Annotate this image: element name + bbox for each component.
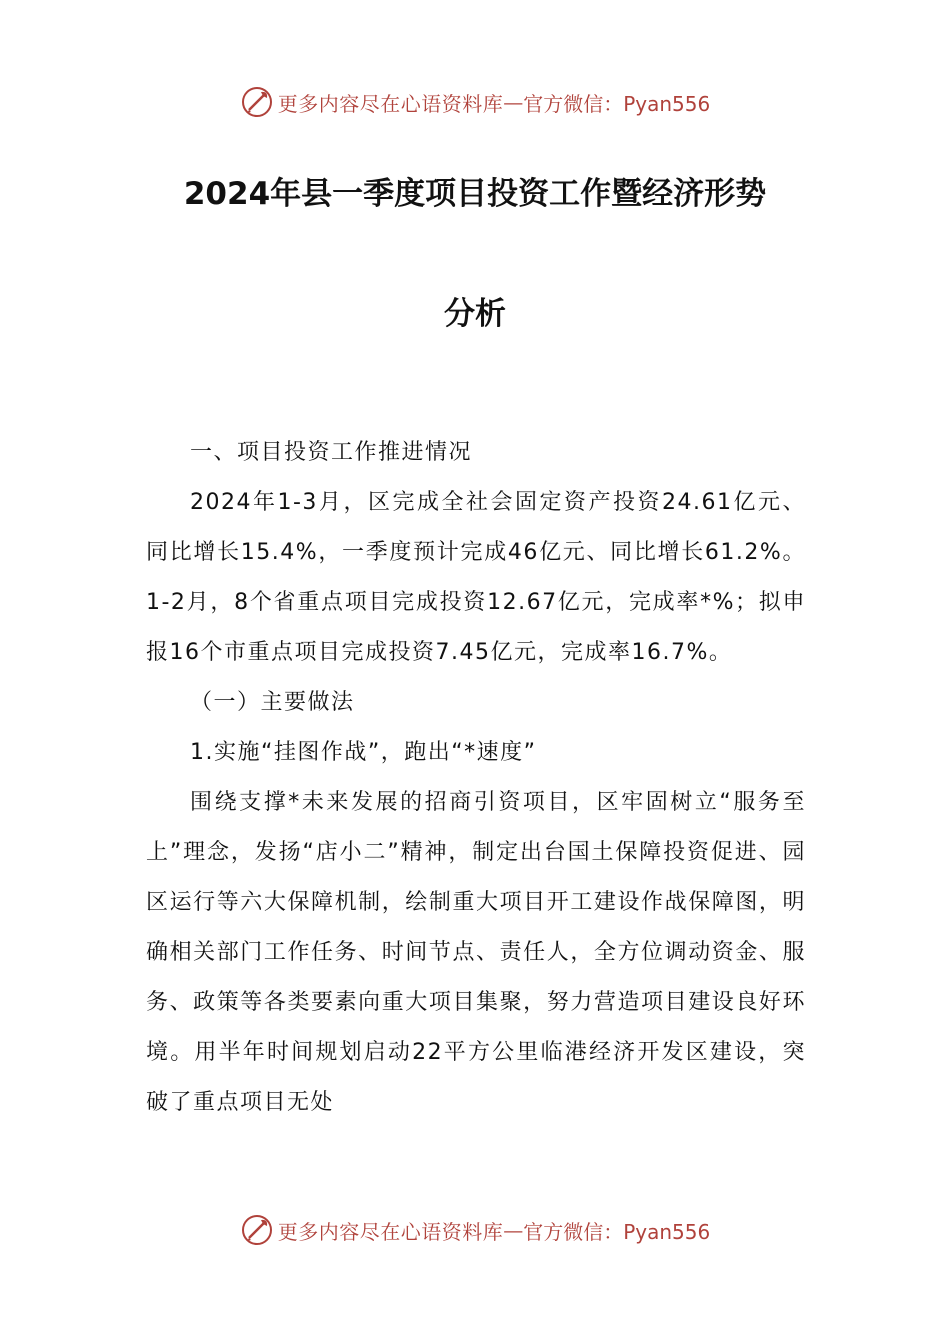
watermark-separator: — [503, 90, 524, 114]
body-paragraph: 围绕支撑*未来发展的招商引资项目，区牢固树立“服务至上”理念，发扬“店小二”精神，制定出台国土保障投资促进、园区运行等六大保障机制，绘制重大项目开工建设作战保障图，明确相关部门工作任务、时间节点、责任人，全方位调动资金、服务、政策等各类要素向重大项目集聚，努力营造项目建设良好环境。用半年时间规划启动22平方公里临港经济开发区建设，突破了重点项目无处 [146, 790, 806, 1115]
watermark-banner-bottom [0, 1210, 950, 1250]
document-body [146, 428, 806, 1128]
item-heading: 1.实施“挂图作战”，跑出“*速度” [190, 740, 537, 765]
quill-pen-logo-icon [240, 85, 274, 119]
watermark-wechat: 官方微信：Pyan556 [523, 1219, 711, 1244]
body-paragraph: 2024年1-3月，区完成全社会固定资产投资24.61亿元、同比增长15.4%，一季度预计完成46亿元、同比增长61.2%。1-2月，8个省重点项目完成投资12.67亿元，完成率*%；拟申报16个市重点项目完成投资7.45亿元，完成率16.7%。 [146, 490, 806, 665]
watermark-wechat: 官方微信：Pyan556 [523, 91, 711, 116]
watermark-separator: — [503, 1218, 524, 1242]
subsection-heading: （一）主要做法 [190, 690, 355, 715]
document-title-line2: 分析 [444, 296, 506, 332]
watermark-text: 更多内容尽在心语资料库 [277, 91, 504, 116]
quill-pen-logo-icon [240, 1213, 274, 1247]
document-title-line1: 2024年县一季度项目投资工作暨经济形势 [183, 176, 767, 212]
watermark-text: 更多内容尽在心语资料库 [277, 1219, 504, 1244]
watermark-banner-top [0, 82, 950, 122]
section-heading: 一、项目投资工作推进情况 [190, 440, 473, 465]
